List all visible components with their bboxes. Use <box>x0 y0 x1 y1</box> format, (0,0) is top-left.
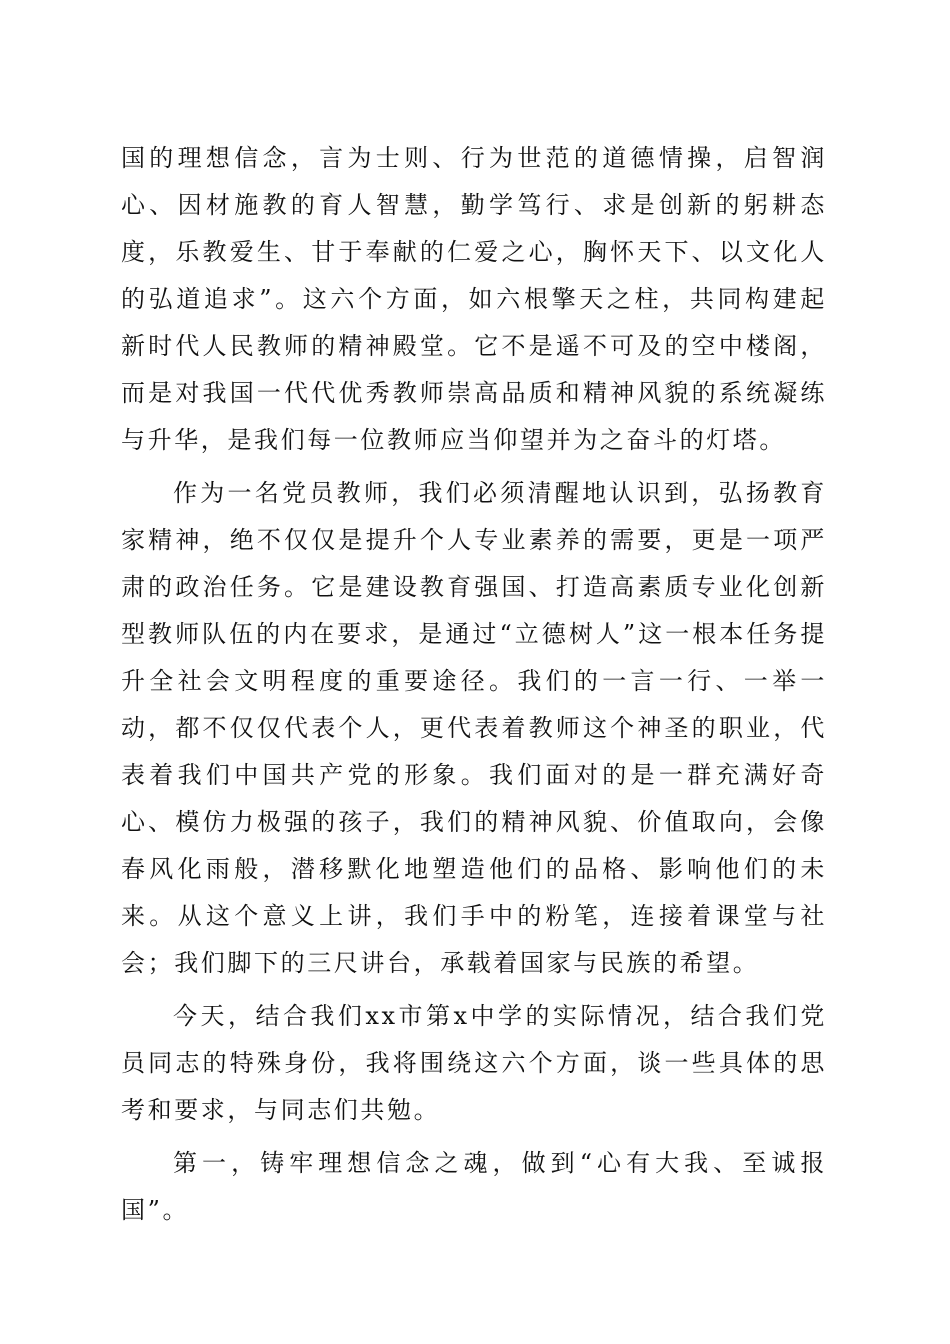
document-body <box>121 135 827 1240</box>
paragraph-today: 今天，结合我们xx市第x中学的实际情况，结合我们党员同志的特殊身份，我将围绕这六个方面，谈一些具体的思考和要求，与同志们共勉。 <box>121 1002 827 1124</box>
paragraph-party-teacher: 作为一名党员教师，我们必须清醒地认识到，弘扬教育家精神，绝不仅仅是提升个人专业素养的需要，更是一项严肃的政治任务。它是建设教育强国、打造高素质专业化创新型教师队伍的内在要求，是通过“立德树人”这一根本任务提升全社会文明程度的重要途径。我们的一言一行、一举一动，都不仅仅代表个人，更代表着教师这个神圣的职业，代表着我们中国共产党的形象。我们面对的是一群充满好奇心、模仿力极强的孩子，我们的精神风貌、价值取向，会像春风化雨般，潜移默化地塑造他们的品格、影响他们的未来。从这个意义上讲，我们手中的粉笔，连接着课堂与社会；我们脚下的三尺讲台，承载着国家与民族的希望。 <box>121 479 827 977</box>
section-heading-first: 第一，铸牢理想信念之魂，做到“心有大我、至诚报国”。 <box>121 1149 827 1224</box>
paragraph-continuation: 国的理想信念，言为士则、行为世范的道德情操，启智润心、因材施教的育人智慧，勤学笃行、求是创新的躬耕态度，乐教爱生、甘于奉献的仁爱之心，胸怀天下、以文化人的弘道追求”。这六个方面，如六根擎天之柱，共同构建起新时代人民教师的精神殿堂。它不是遥不可及的空中楼阁，而是对我国一代代优秀教师崇高品质和精神风貌的系统凝练与升华，是我们每一位教师应当仰望并为之奋斗的灯塔。 <box>121 144 827 454</box>
